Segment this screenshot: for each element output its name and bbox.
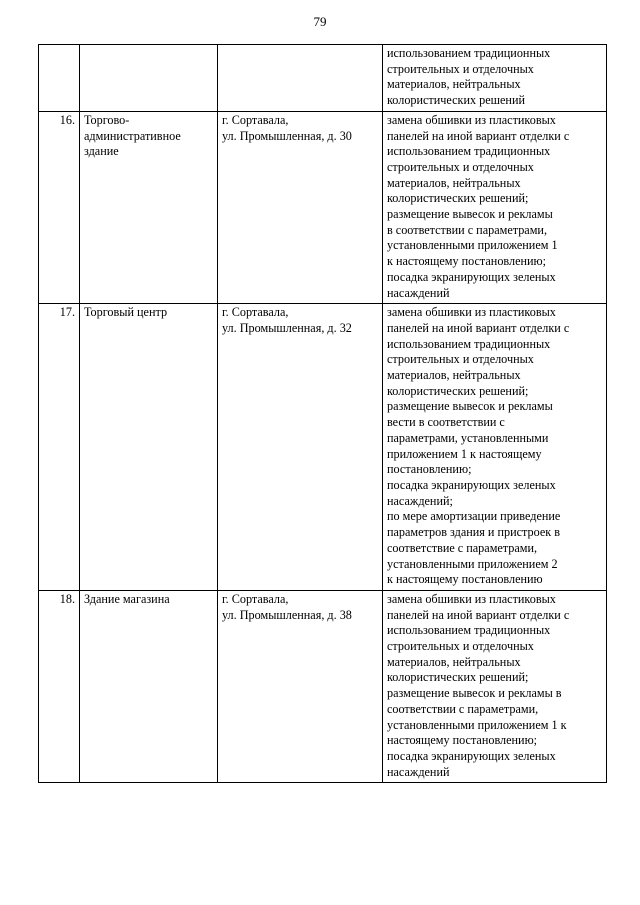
requirement-line: по мере амортизации приведение — [387, 509, 561, 524]
requirement-line: размещение вывесок и рекламы — [387, 399, 553, 414]
requirement-line: колористических решений — [387, 93, 525, 108]
requirement-line: насаждений — [387, 764, 450, 779]
requirement-line: использованием традиционных — [387, 336, 551, 351]
requirement-line: колористических решений; — [387, 670, 529, 685]
requirement-line: в соответствии с параметрами, — [387, 222, 547, 237]
table-body — [39, 45, 607, 783]
table-row — [39, 111, 607, 303]
requirements-cell — [383, 304, 607, 591]
requirement-line: параметрами, установленными — [387, 430, 549, 445]
table-row — [39, 304, 607, 591]
address-line: г. Сортавала, — [222, 305, 289, 320]
requirement-line: панелей на иной вариант отделки с — [387, 607, 570, 622]
requirement-line: материалов, нейтральных — [387, 175, 521, 190]
requirement-line: посадка экранирующих зеленых — [387, 748, 556, 763]
requirement-line: вести в соответствии с — [387, 415, 505, 430]
requirement-line: установленными приложением 1 к — [387, 717, 567, 732]
requirement-line: посадка экранирующих зеленых — [387, 269, 556, 284]
object-name-cell — [80, 590, 218, 782]
requirement-line: установленными приложением 1 — [387, 238, 558, 253]
requirement-line: использованием традиционных — [387, 623, 551, 638]
requirements-cell — [383, 590, 607, 782]
object-name-line: административное — [84, 128, 181, 143]
object-name-line: Торговый центр — [84, 305, 168, 320]
object-name-cell — [80, 111, 218, 303]
requirement-line: колористических решений; — [387, 383, 529, 398]
row-number-cell: 16. — [39, 111, 80, 303]
requirement-line: параметров здания и пристроек в — [387, 525, 560, 540]
requirement-line: строительных и отделочных — [387, 61, 534, 76]
requirement-line: панелей на иной вариант отделки с — [387, 128, 570, 143]
requirement-line: замена обшивки из пластиковых — [387, 591, 556, 606]
requirement-line: постановлению; — [387, 462, 472, 477]
address-line: ул. Промышленная, д. 30 — [222, 128, 352, 143]
address-cell — [218, 45, 383, 112]
requirements-cell — [383, 111, 607, 303]
requirement-line: насаждений; — [387, 493, 453, 508]
requirement-line: размещение вывесок и рекламы — [387, 207, 553, 222]
address-line: г. Сортавала, — [222, 591, 289, 606]
requirement-line: использованием традиционных — [387, 144, 551, 159]
requirement-line: установленными приложением 2 — [387, 556, 558, 571]
requirement-line: строительных и отделочных — [387, 352, 534, 367]
requirement-line: насаждений — [387, 285, 450, 300]
requirement-line: строительных и отделочных — [387, 159, 534, 174]
address-cell — [218, 590, 383, 782]
address-cell — [218, 111, 383, 303]
requirement-line: настоящему постановлению; — [387, 733, 538, 748]
requirement-line: соответствии с параметрами, — [387, 701, 539, 716]
objects-table — [38, 44, 607, 783]
object-name-line: Здание магазина — [84, 591, 170, 606]
object-name-cell — [80, 45, 218, 112]
address-line: ул. Промышленная, д. 38 — [222, 607, 352, 622]
requirement-line: колористических решений; — [387, 191, 529, 206]
requirement-line: строительных и отделочных — [387, 639, 534, 654]
requirement-line: панелей на иной вариант отделки с — [387, 320, 570, 335]
requirement-line: соответствие с параметрами, — [387, 540, 538, 555]
requirement-line: посадка экранирующих зеленых — [387, 477, 556, 492]
address-line: ул. Промышленная, д. 32 — [222, 320, 352, 335]
row-number-cell: 17. — [39, 304, 80, 591]
requirement-line: к настоящему постановлению; — [387, 254, 547, 269]
requirement-line: к настоящему постановлению — [387, 572, 543, 587]
requirement-line: замена обшивки из пластиковых — [387, 112, 556, 127]
requirement-line: использованием традиционных — [387, 46, 551, 60]
object-name-line: здание — [84, 144, 119, 159]
address-line: г. Сортавала, — [222, 112, 289, 127]
requirement-line: замена обшивки из пластиковых — [387, 305, 556, 320]
table-row — [39, 590, 607, 782]
requirement-line: размещение вывесок и рекламы в — [387, 686, 562, 701]
object-name-line: Торгово- — [84, 112, 130, 127]
requirement-line: материалов, нейтральных — [387, 654, 521, 669]
address-cell — [218, 304, 383, 591]
row-number-cell: 18. — [39, 590, 80, 782]
requirement-line: материалов, нейтральных — [387, 77, 521, 92]
requirement-line: материалов, нейтральных — [387, 368, 521, 383]
page-number: 79 — [313, 14, 327, 29]
requirements-cell — [383, 45, 607, 112]
table-row — [39, 45, 607, 112]
object-name-cell — [80, 304, 218, 591]
requirement-line: приложением 1 к настоящему — [387, 446, 542, 461]
row-number-cell — [39, 45, 80, 112]
